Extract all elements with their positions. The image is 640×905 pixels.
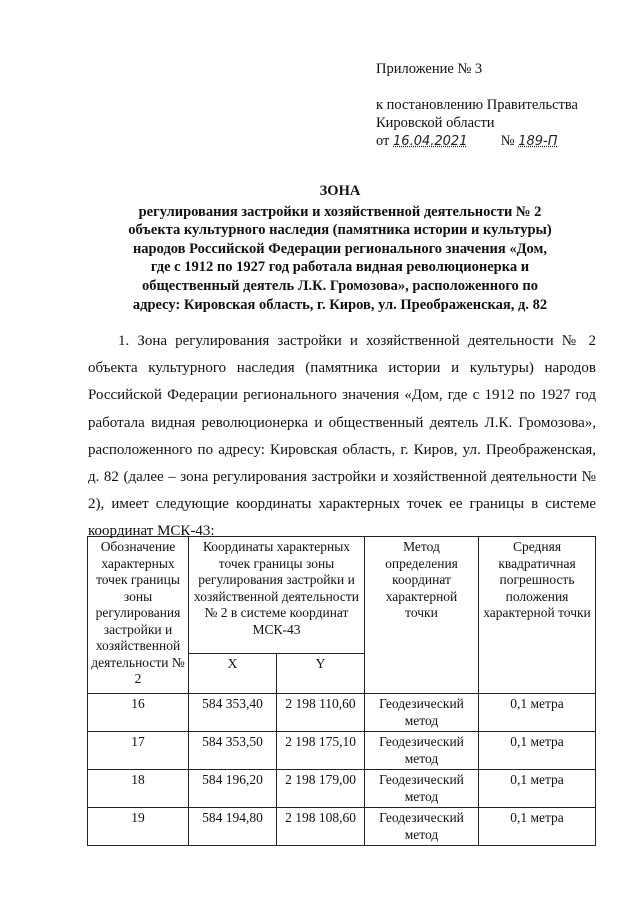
number-prefix: №	[500, 133, 515, 149]
cell-point: 17	[88, 732, 189, 770]
zone-title-line: регулирования застройки и хозяйственной деятельности № 2	[138, 203, 542, 220]
coordinates-table	[87, 536, 596, 846]
cell-x: 584 353,50	[189, 732, 277, 770]
appendix-block	[376, 60, 578, 151]
body-paragraph	[88, 328, 596, 546]
cell-point: 18	[88, 770, 189, 808]
cell-x: 584 194,80	[189, 808, 277, 846]
zone-title-line: общественный деятель Л.К. Громозова», расположенного по	[141, 277, 539, 294]
appendix-title: Приложение № 3	[376, 61, 483, 77]
zone-heading: ЗОНА	[319, 183, 361, 199]
cell-x: 584 353,40	[189, 694, 277, 732]
header-method: Метод определения координат характерной точки	[365, 537, 479, 694]
cell-y: 2 198 108,60	[277, 808, 365, 846]
cell-accuracy: 0,1 метра	[479, 694, 596, 732]
cell-y: 2 198 179,00	[277, 770, 365, 808]
cell-accuracy: 0,1 метра	[479, 732, 596, 770]
date-number-line	[376, 132, 578, 151]
table-row	[88, 808, 596, 846]
cell-y: 2 198 175,10	[277, 732, 365, 770]
zone-title-line: народов Российской Федерации регионального значения «Дом,	[132, 240, 548, 257]
header-coords: Координаты характерных точек границы зоны регулирования застройки и хозяйственной деятельности № 2 в системе координат МСК-43	[189, 537, 365, 654]
zone-title	[70, 182, 610, 314]
resolution-line: к постановлению Правительства	[376, 97, 578, 113]
cell-accuracy: 0,1 метра	[479, 808, 596, 846]
table-row	[88, 770, 596, 808]
cell-y: 2 198 110,60	[277, 694, 365, 732]
table-header-row	[88, 537, 596, 654]
cell-x: 584 196,20	[189, 770, 277, 808]
header-point: Обозначение характерных точек границы зоны регулирования застройки и хозяйственной деятельности № 2	[88, 537, 189, 694]
cell-method: Геодезический метод	[365, 732, 479, 770]
header-x: X	[189, 654, 277, 694]
zone-title-line: где с 1912 по 1927 год работала видная революционерка и	[150, 259, 530, 276]
header-accuracy: Средняя квадратичная погрешность положения характерной точки	[479, 537, 596, 694]
header-y: Y	[277, 654, 365, 694]
cell-point: 19	[88, 808, 189, 846]
handwritten-number: 189-П	[518, 134, 558, 149]
handwritten-date: 16.04.2021	[393, 134, 468, 149]
zone-title-line: адресу: Кировская область, г. Киров, ул. Преображенская, д. 82	[132, 296, 548, 313]
paragraph-1: 1. Зона регулирования застройки и хозяйственной деятельности № 2 объекта культурного наследия (памятника истории и культуры) народов Российской Федерации регионального значения «Дом, где с 1912 по 1927 год работала видная революционерка и общественный деятель Л.К. Громозова», расположенного по адресу: Кировская область, г. Киров, ул. Преображенская, д. 82 (далее – зона регулирования застройки и хозяйственной деятельности № 2), имеет следующие координаты характерных точек ее границы в системе координат МСК-43:	[88, 333, 596, 540]
date-prefix: от	[376, 133, 390, 149]
table-row	[88, 732, 596, 770]
cell-method: Геодезический метод	[365, 694, 479, 732]
table-row	[88, 694, 596, 732]
zone-title-line: объекта культурного наследия (памятника истории и культуры)	[128, 222, 552, 239]
cell-point: 16	[88, 694, 189, 732]
cell-method: Геодезический метод	[365, 808, 479, 846]
cell-accuracy: 0,1 метра	[479, 770, 596, 808]
cell-method: Геодезический метод	[365, 770, 479, 808]
region-line: Кировской области	[376, 115, 495, 131]
